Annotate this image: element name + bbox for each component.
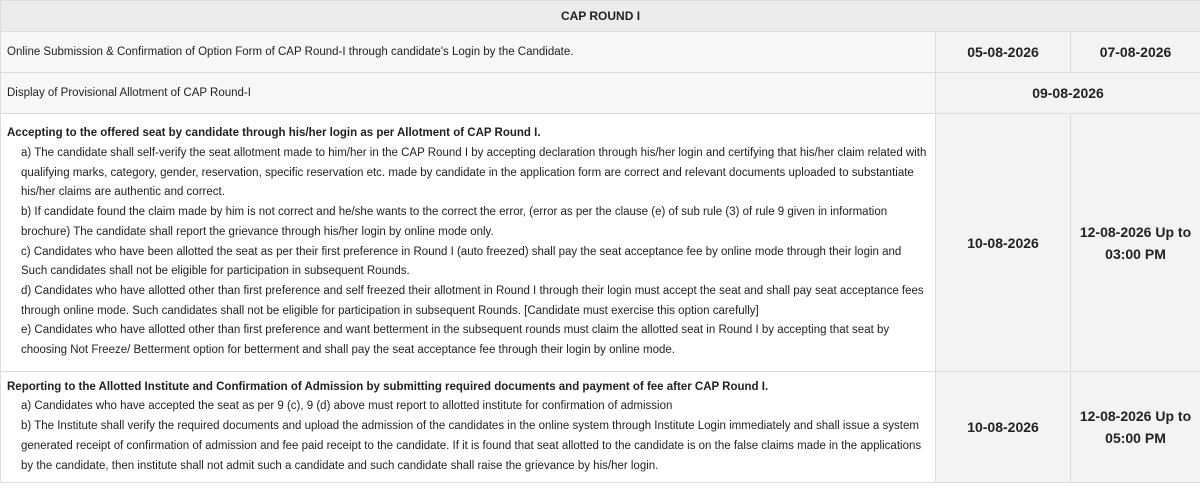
list-item: d) Candidates who have allotted other than first preference and self freezed their allotment in Round I through their login must accept the seat and shall pay seat acceptance fees through online mode. Such candidates shall not be eligible for participation in subsequent Rounds. [Candidate must exercise this option carefully] — [21, 284, 924, 317]
list-item: a) Candidates who have accepted the seat as per 9 (c), 9 (d) above must report to allotted institute for confirmation of admission — [21, 400, 673, 413]
list-item: e) Candidates who have allotted other than first preference and want betterment in the subsequent rounds must claim the allotted seat in Round I by accepting that seat by choosing Not Freeze/ Betterment option for betterment and shall pay the seat acceptance fee through their login by online mode. — [21, 324, 890, 357]
start-date: 10-08-2026 — [936, 114, 1071, 372]
start-date: 05-08-2026 — [936, 32, 1071, 73]
end-date: 07-08-2026 — [1071, 32, 1200, 73]
activity-description: Display of Provisional Allotment of CAP Round-I — [1, 73, 936, 114]
table-row — [1, 372, 1200, 483]
list-item: b) The Institute shall verify the required documents and upload the admission of the candidates in the online system through Institute Login immediately and shall issue a system generated receipt of confirmation of admission and fee paid receipt to the candidate. If it is found that seat allotted to the candidate is on the false claims made in the applications by the candidate, then institute shall not admit such a candidate and such candidate shall raise the grievance by his/her login. — [21, 420, 922, 472]
display-date: 09-08-2026 — [936, 73, 1200, 114]
end-date: 12-08-2026 Up to 03:00 PM — [1071, 114, 1200, 372]
list-item: c) Candidates who have been allotted the seat as per their first preference in Round I (auto freezed) shall pay the seat acceptance fee by online mode through their login and Such candidates shall not be eligible for participation in subsequent Rounds. — [21, 245, 902, 278]
activity-title: Reporting to the Allotted Institute and Confirmation of Admission by submitting required documents and payment of fee after CAP Round I. — [7, 380, 769, 393]
list-item: a) The candidate shall self-verify the seat allotment made to him/her in the CAP Round I by accepting declaration through his/her login and certifying that his/her claim related with qualifying marks, category, gender, reservation, specific reservation etc. made by candidate in the application form are correct and relevant documents uploaded to substantiate his/her claims are authentic and correct. — [21, 146, 927, 199]
activity-description — [1, 372, 936, 483]
list-item: b) If candidate found the claim made by him is not correct and he/she wants to the correct the error, (error as per the clause (e) of sub rule (3) of rule 9 given in information brochure) The candidate shall report the grievance through his/her login by online mode only. — [21, 206, 888, 238]
table-row — [1, 73, 1200, 114]
end-date: 12-08-2026 Up to 05:00 PM — [1071, 372, 1200, 483]
table-header-row — [1, 1, 1200, 32]
activity-title: Accepting to the offered seat by candidate through his/her login as per Allotment of CAP Round I. — [7, 127, 541, 140]
start-date: 10-08-2026 — [936, 372, 1071, 483]
activity-description: Online Submission & Confirmation of Option Form of CAP Round-I through candidate's Login by the Candidate. — [1, 32, 936, 73]
table-row — [1, 114, 1200, 372]
section-title: CAP ROUND I — [1, 1, 1200, 32]
table-row — [1, 32, 1200, 73]
activity-description — [1, 114, 936, 372]
